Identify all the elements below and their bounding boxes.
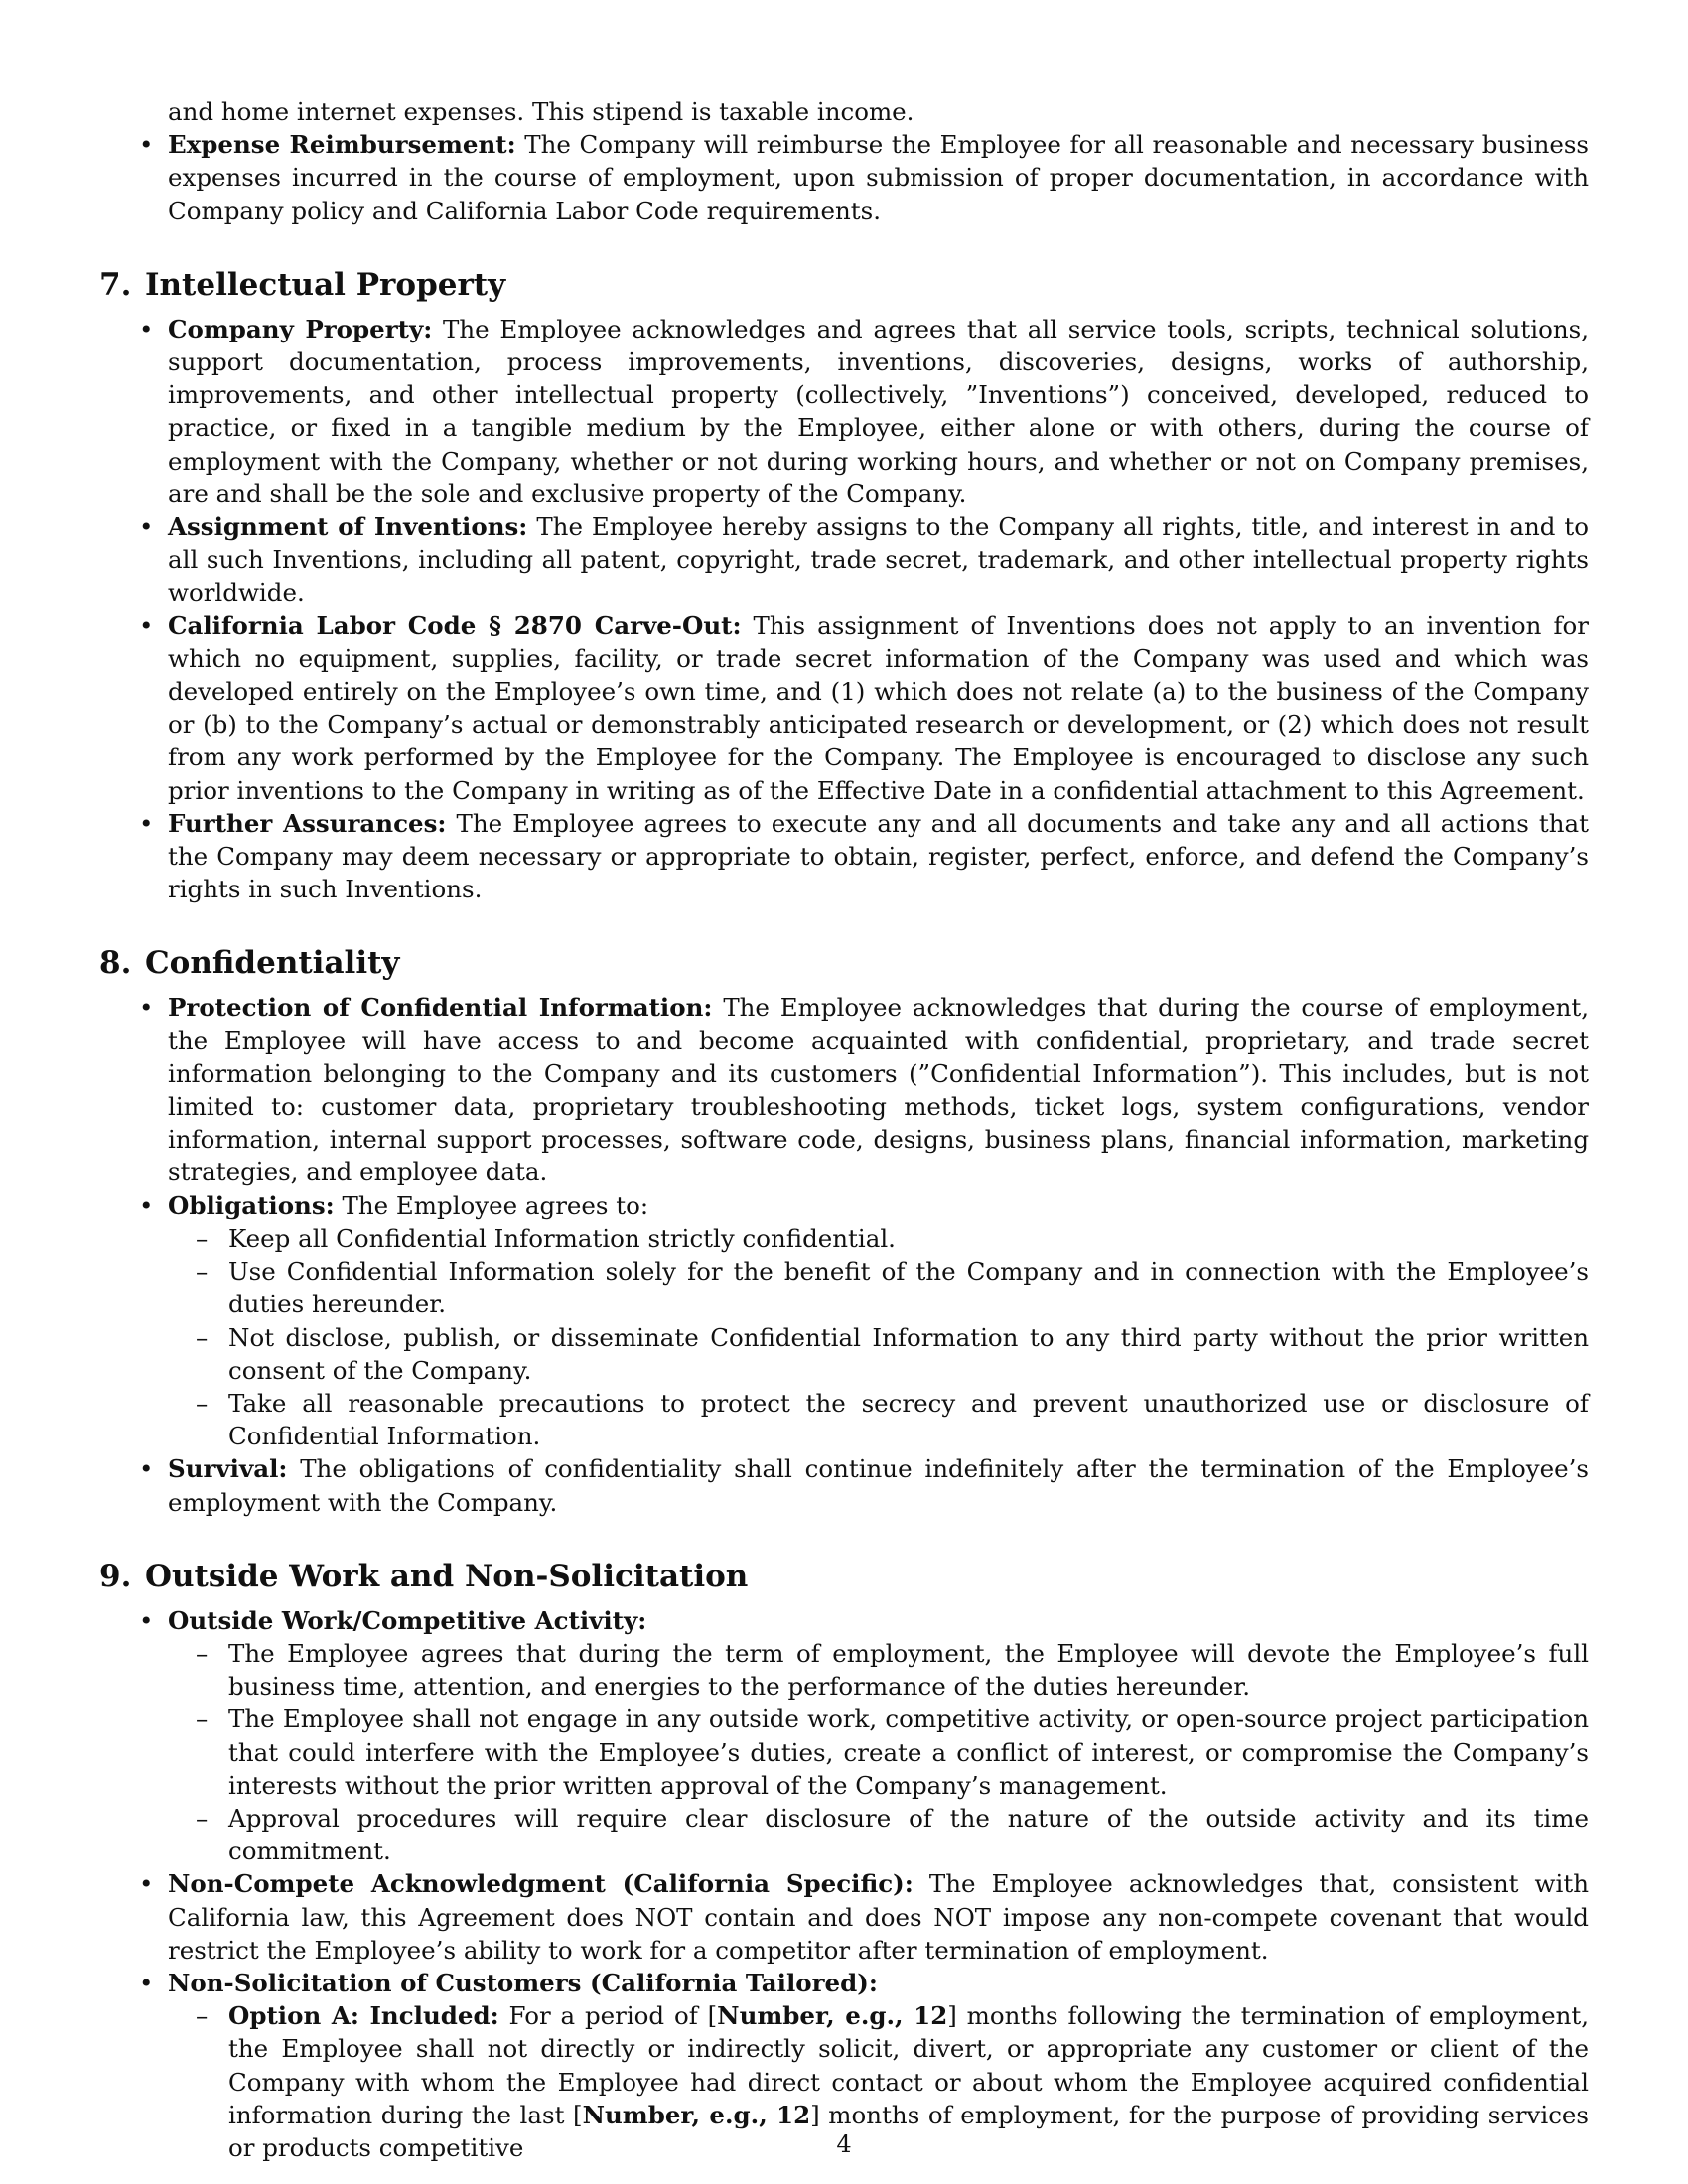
sublist-item: – Approval procedures will require clear disclosure of the nature of the outside activity and its time commitment. [196, 1803, 1589, 1866]
dash-icon: – [196, 1705, 209, 1734]
list-item: • Outside Work/Competitive Activity: – The Employee agrees that during the term of employment, the Employee will devote the Employee’s full business time, attention, and energies to the performance of the duties hereunder. – The Employee shall not engage in any outside work, competitive activity, or open-source project participation that could interfere with the Employee’s duties, create a conflict of interest, or compromise the Company’s interests without the prior written approval of the Company’s management. – Approval procedures will require clear disclosure of the nature of the outside activity and its time commitment. [99, 1604, 1589, 1868]
dash-icon: – [196, 1322, 209, 1352]
section-8-list [99, 991, 1589, 1518]
bullet-icon: • [139, 1968, 154, 1997]
bullet-icon: • [139, 1605, 154, 1635]
placeholder-field: Number, e.g., 12 [582, 2100, 811, 2129]
list-item: • Survival: The obligations of confidentiality shall continue indefinitely after the termination of the Employee’s employment with the Company. [139, 1454, 1589, 1517]
bullet-icon: • [139, 1190, 154, 1220]
section-8-heading: 8. Confidentiality [99, 945, 400, 982]
section-7-list [99, 313, 1589, 906]
sublist-item: – The Employee agrees that during the term of employment, the Employee will devote the Employee’s full business time, attention, and energies to the performance of the duties hereunder. [196, 1638, 1589, 1702]
bullet-icon: • [139, 512, 154, 542]
sublist-item: – Keep all Confidential Information strictly confidential. [168, 1222, 1589, 1255]
list-item: • California Labor Code § 2870 Carve-Out: This assignment of Inventions does not apply to an invention for which no equipment, supplies, facility, or trade secret information of the Company was used and which was developed entirely on the Employee’s own time, and (1) which does not relate (a) to the business of the Company or (b) to the Company’s actual or demonstrably anticipated research or development, or (2) which does not result from any work performed by the Employee for the Company. The Employee is encouraged to disclose any such prior inventions to the Company in writing as of the Effective Date in a confidential attachment to this Agreement. [139, 611, 1589, 805]
bullet-icon: • [139, 993, 154, 1023]
section-7-heading: 7. Intellectual Property [99, 266, 506, 303]
sublist-item: – Option A: Included: For a period of [Number, e.g., 12] months following the termination of employment, the Employee shall not directly or indirectly solicit, divert, or appropriate any customer or client of the Company with whom the Employee had direct contact or about whom the Employee acquired confidential information during the last [Number, e.g., 12] months of employment, for the purpose of providing services or products competitive [196, 2001, 1589, 2162]
dash-icon: – [196, 2001, 209, 2031]
list-item: • Assignment of Inventions: The Employee hereby assigns to the Company all rights, title, and interest in and to all such Inventions, including all patent, copyright, trade secret, trademark, and other intellectual property rights worldwide. [139, 512, 1589, 608]
obligations-sublist [168, 1222, 1589, 1452]
outside-work-sublist [168, 1637, 1589, 1867]
bullet-icon: • [139, 130, 154, 160]
sublist-item: – Take all reasonable precautions to protect the secrecy and prevent unauthorized use or disclosure of Confidential Information. [196, 1388, 1589, 1451]
list-item: • Company Property: The Employee acknowledges and agrees that all service tools, scripts, technical solutions, support documentation, process improvements, inventions, discoveries, designs, works of authorship, improvements, and other intellectual property (collectively, ”Inventions”) conceived, developed, reduced to practice, or fixed in a tangible medium by the Employee, either alone or with others, during the course of employment with the Company, whether or not during working hours, and whether or not on Company premises, are and shall be the sole and exclusive property of the Company. [139, 314, 1589, 508]
list-item: • Further Assurances: The Employee agrees to execute any and all documents and take any and all actions that the Company may deem necessary or appropriate to obtain, register, perfect, enforce, and defend the Company’s rights in such Inventions. [139, 808, 1590, 904]
dash-icon: – [196, 1257, 209, 1287]
bullet-icon: • [139, 314, 154, 343]
list-item: • Expense Reimbursement: The Company will reimburse the Employee for all reasonable and necessary business expenses incurred in the course of employment, upon submission of proper documentation, in accordance with Company policy and California Labor Code requirements. [139, 130, 1589, 225]
section-9-heading: 9. Outside Work and Non-Solicitation [99, 1558, 749, 1594]
sublist-item: – Use Confidential Information solely for the benefit of the Company and in connection with the Employee’s duties hereunder. [196, 1257, 1589, 1319]
bullet-icon: • [139, 611, 154, 640]
bullet-icon: • [139, 1454, 154, 1484]
sublist-item: – The Employee shall not engage in any outside work, competitive activity, or open-source project participation that could interfere with the Employee’s duties, create a conflict of interest, or compromise the Company’s interests without the prior written approval of the Company’s management. [196, 1705, 1589, 1800]
list-item: • Non-Solicitation of Customers (California Tailored): – Option A: Included: For a period of [Number, e.g., 12] months following the termination of employment, the Employee shall not directly or indirectly solicit, divert, or appropriate any customer or client of the Company with whom the Employee had direct contact or about whom the Employee acquired confidential information during the last [Number, e.g., 12] months of employment, for the purpose of providing services or products competitive [99, 1967, 1589, 2164]
document-page [99, 95, 1589, 2164]
list-item: • Non-Compete Acknowledgment (California Specific): The Employee acknowledges that, consistent with California law, this Agreement does NOT contain and does NOT impose any non-compete covenant that would restrict the Employee’s ability to work for a competitor after termination of employment. [139, 1869, 1589, 1965]
dash-icon: – [196, 1388, 209, 1418]
list-item: • Protection of Confidential Information: The Employee acknowledges that during the course of employment, the Employee will have access to and become acquainted with confidential, proprietary, and trade secret information belonging to the Company and its customers (”Confidential Information”). This includes, but is not limited to: customer data, proprietary troubleshooting methods, ticket logs, system configurations, vendor information, internal support processes, software code, designs, business plans, financial information, marketing strategies, and employee data. [139, 993, 1589, 1187]
placeholder-field: Number, e.g., 12 [717, 2001, 948, 2031]
intro-continuation: and home internet expenses. This stipend is taxable income. [168, 97, 914, 126]
section-9-list [99, 1604, 1589, 2164]
sublist-item: – Not disclose, publish, or disseminate Confidential Information to any third party without the prior written consent of the Company. [196, 1322, 1589, 1385]
dash-icon: – [196, 1223, 209, 1253]
dash-icon: – [196, 1803, 209, 1833]
list-item: • Obligations: The Employee agrees to: – Keep all Confidential Information strictly confidential. – Use Confidential Information solely for the benefit of the Company and in connection with the Employee’s duties hereunder. – Not disclose, publish, or disseminate Confidential Information to any third party without the prior written consent of the Company. – Take all reasonable precautions to protect the secrecy and prevent unauthorized use or disclosure of Confidential Information. [99, 1189, 1589, 1453]
expense-list [99, 128, 1589, 227]
bullet-icon: • [139, 1869, 154, 1899]
dash-icon: – [196, 1638, 209, 1668]
bullet-icon: • [139, 808, 154, 838]
page-number: 4 [836, 2130, 852, 2158]
